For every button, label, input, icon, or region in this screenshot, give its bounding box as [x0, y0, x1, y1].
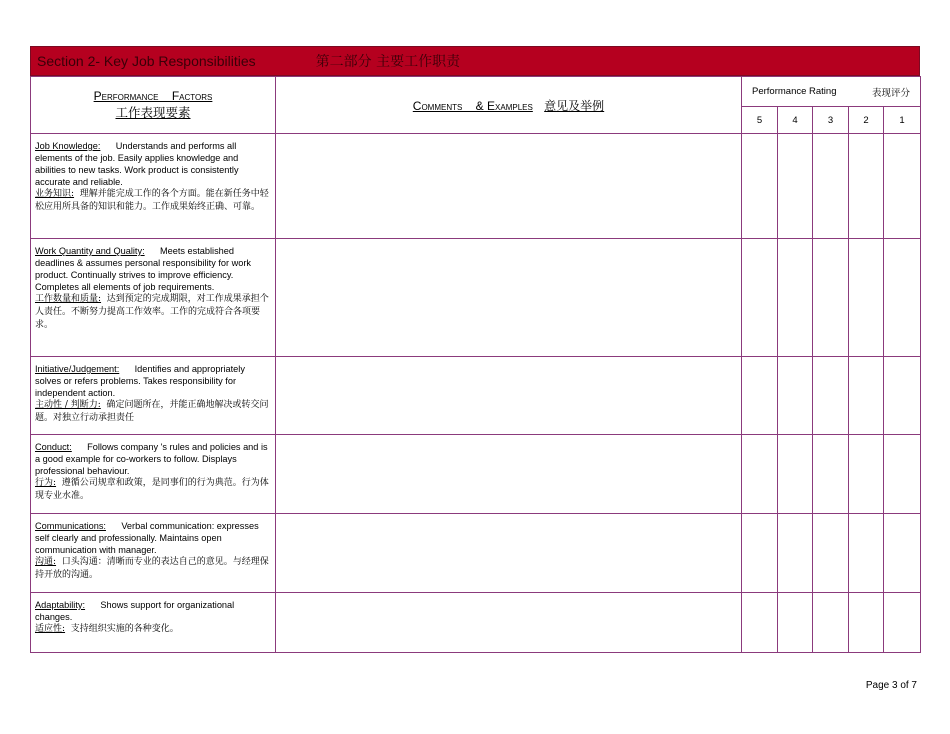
factor-desc-cn: 理解并能完成工作的各个方面。能在新任务中轻松应用所具备的知识和能力。工作成果始终正确、可靠。	[35, 189, 269, 212]
rating-cell[interactable]	[813, 435, 849, 514]
factor-title: Work Quantity and Quality:	[35, 246, 145, 256]
performance-rating-header	[742, 77, 921, 107]
responsibilities-table	[30, 76, 921, 653]
rating-cell[interactable]	[742, 514, 778, 593]
factors-header-en: Performance Factors	[93, 89, 213, 103]
factor-communications	[31, 514, 276, 593]
factor-title-cn: 工作数量和质量:	[35, 294, 102, 304]
factor-title: Adaptability:	[35, 600, 86, 610]
rating-cell[interactable]	[742, 134, 778, 239]
factor-title: Initiative/Judgement:	[35, 364, 120, 374]
rating-cell[interactable]	[884, 435, 921, 514]
rating-cell[interactable]	[849, 593, 884, 653]
performance-factors-header	[31, 77, 276, 134]
rating-3: 3	[813, 107, 849, 134]
factor-desc-cn: 达到预定的完成期限，对工作成果承担个人责任。不断努力提高工作效率。工作的完成符合各项要求。	[35, 294, 269, 330]
table-row	[31, 357, 921, 435]
rating-cell[interactable]	[813, 239, 849, 357]
comment-cell[interactable]	[276, 514, 742, 593]
rating-cell[interactable]	[778, 514, 813, 593]
factor-desc: Verbal communication: expresses self clearly and professionally. Maintains open communication with manager.	[35, 521, 259, 555]
factor-title-cn: 沟通:	[35, 557, 57, 567]
factor-desc-cn: 确定问题所在，并能正确地解决或转交问题。对独立行动承担责任	[35, 400, 269, 423]
rating-cell[interactable]	[849, 134, 884, 239]
comment-cell[interactable]	[276, 435, 742, 514]
factor-title-cn: 适应性:	[35, 624, 66, 634]
factor-desc: Meets established deadlines & assumes personal responsibility for work product. Continually strives to improve efficiency. Completes all elements of job requirements.	[35, 246, 252, 292]
section-header	[30, 46, 920, 76]
rating-cell[interactable]	[813, 593, 849, 653]
comment-cell[interactable]	[276, 239, 742, 357]
factor-initiative-judgement	[31, 357, 276, 435]
rating-cell[interactable]	[778, 357, 813, 435]
rating-4: 4	[778, 107, 813, 134]
rating-cell[interactable]	[884, 134, 921, 239]
section-title-en: Section 2- Key Job Responsibilities	[37, 53, 256, 69]
table-row	[31, 239, 921, 357]
factor-job-knowledge	[31, 134, 276, 239]
rating-cell[interactable]	[884, 357, 921, 435]
comment-cell[interactable]	[276, 593, 742, 653]
factor-desc: Follows company 's rules and policies and is a good example for co-workers to follow. Displays professional behaviour.	[35, 442, 268, 476]
rating-1: 1	[884, 107, 921, 134]
comment-cell[interactable]	[276, 357, 742, 435]
comment-cell[interactable]	[276, 134, 742, 239]
factor-desc: Identifies and appropriately solves or refers problems. Takes responsibility for independent action.	[35, 364, 245, 398]
table-row	[31, 134, 921, 239]
factors-header-cn: 工作表现要素	[115, 105, 191, 120]
factor-title: Communications:	[35, 521, 106, 531]
factor-work-quantity-quality	[31, 239, 276, 357]
factor-adaptability	[31, 593, 276, 653]
comments-examples-header	[276, 77, 742, 134]
rating-cell[interactable]	[742, 357, 778, 435]
factor-title: Conduct:	[35, 442, 72, 452]
factor-title: Job Knowledge:	[35, 141, 101, 151]
rating-cell[interactable]	[742, 239, 778, 357]
table-row	[31, 593, 921, 653]
rating-cell[interactable]	[813, 134, 849, 239]
table-row	[31, 514, 921, 593]
comments-header-cn: 意见及举例	[544, 98, 605, 113]
factor-desc-cn: 支持组织实施的各种变化。	[70, 624, 179, 634]
rating-cell[interactable]	[813, 514, 849, 593]
factor-title-cn: 行为:	[35, 478, 57, 488]
rating-cell[interactable]	[849, 435, 884, 514]
rating-cell[interactable]	[884, 514, 921, 593]
rating-cell[interactable]	[813, 357, 849, 435]
rating-cell[interactable]	[778, 239, 813, 357]
rating-cell[interactable]	[884, 239, 921, 357]
factor-title-cn: 业务知识:	[35, 189, 75, 199]
factor-desc: Understands and performs all elements of the job. Easily applies knowledge and abilities to new tasks. Work product is consistently accurate and reliable.	[35, 141, 239, 187]
page-number: Page 3 of 7	[865, 680, 917, 691]
factor-conduct	[31, 435, 276, 514]
factor-desc-cn: 遵循公司规章和政策，是同事们的行为典范。行为体现专业水准。	[35, 478, 269, 501]
rating-cell[interactable]	[778, 134, 813, 239]
rating-2: 2	[849, 107, 884, 134]
comments-header-en: Comments & Examples	[412, 98, 533, 113]
rating-header-en: Performance Rating	[752, 86, 837, 97]
section-title-cn: 第二部分 主要工作职责	[315, 54, 461, 70]
rating-cell[interactable]	[778, 593, 813, 653]
factor-desc: Shows support for organizational changes.	[35, 600, 235, 622]
factor-title-cn: 主动性 / 判断力:	[35, 400, 101, 410]
rating-cell[interactable]	[849, 357, 884, 435]
rating-cell[interactable]	[742, 435, 778, 514]
rating-cell[interactable]	[884, 593, 921, 653]
rating-header-cn: 表现评分	[872, 87, 911, 99]
factor-desc-cn: 口头沟通：清晰而专业的表达自己的意见。与经理保持开放的沟通。	[35, 557, 269, 580]
rating-cell[interactable]	[778, 435, 813, 514]
rating-5: 5	[742, 107, 778, 134]
table-row	[31, 435, 921, 514]
rating-cell[interactable]	[849, 239, 884, 357]
rating-cell[interactable]	[742, 593, 778, 653]
rating-cell[interactable]	[849, 514, 884, 593]
